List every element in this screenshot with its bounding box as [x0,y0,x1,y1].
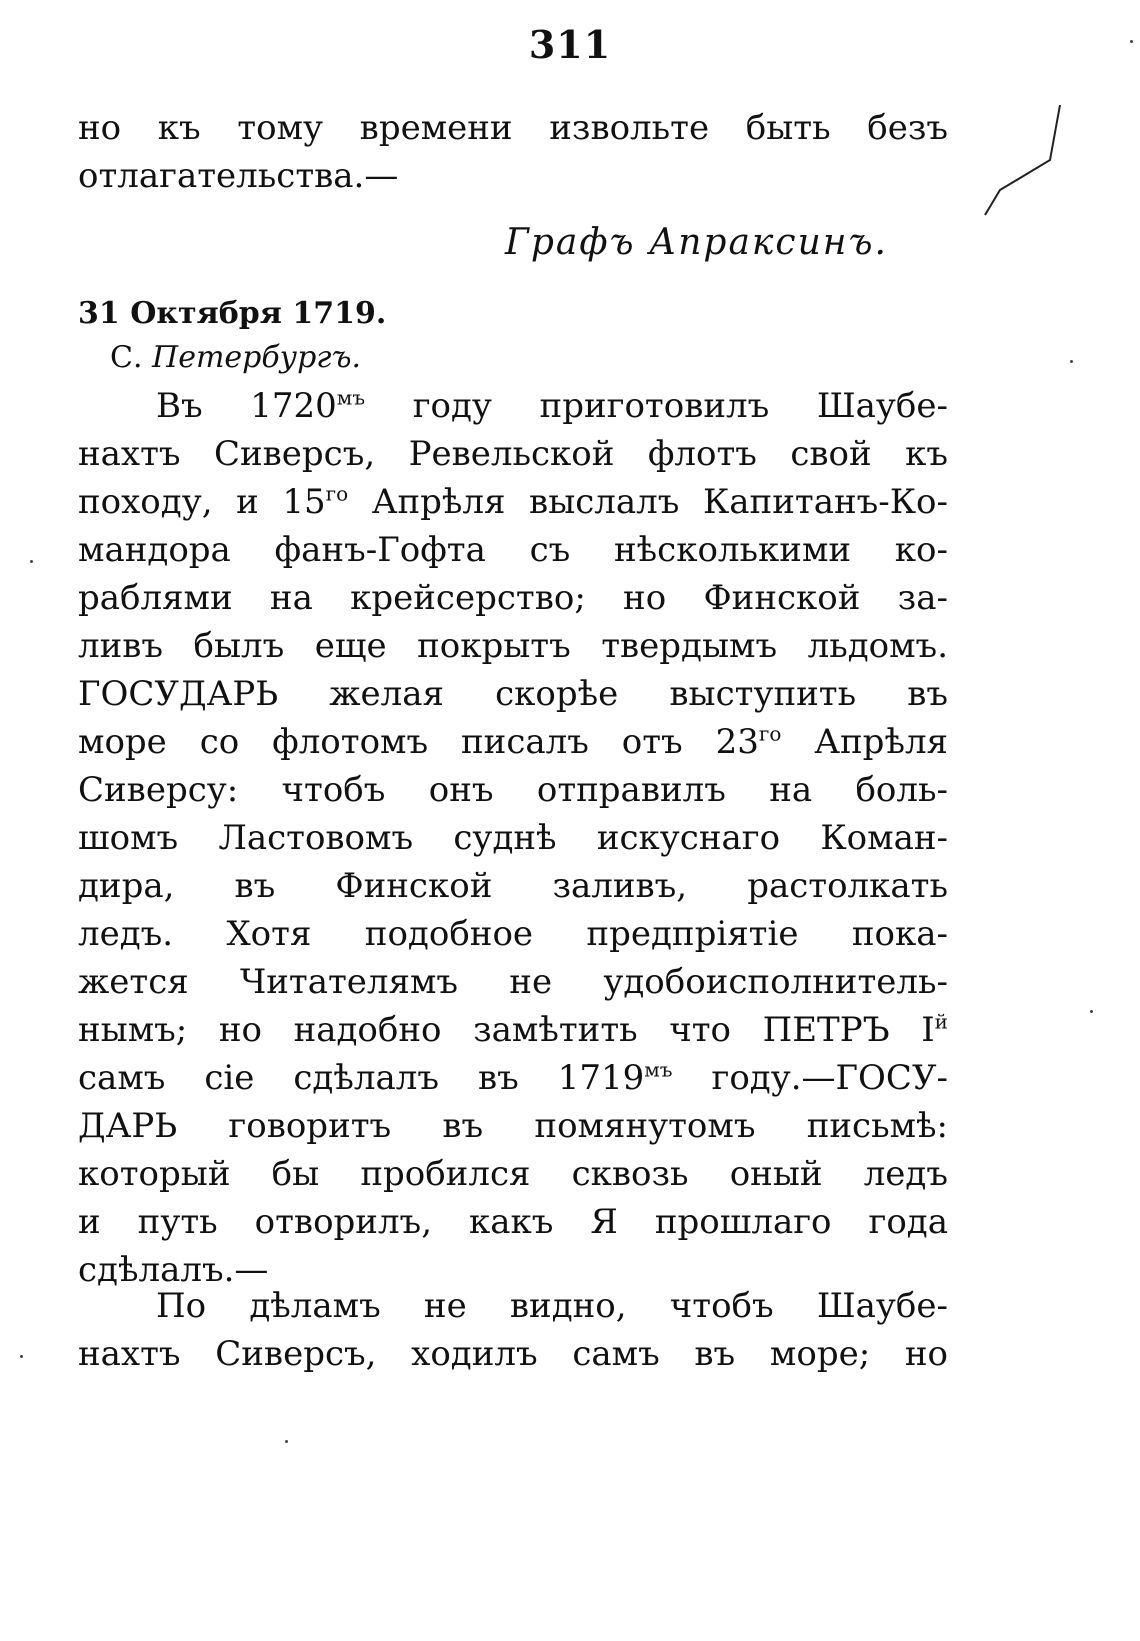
text-line [78,1006,948,1054]
superscript: мъ [644,1057,673,1082]
line-text: Апрѣля [781,722,948,762]
superscript: го [758,721,782,746]
text-line [78,430,948,478]
line-text: году.—ГОСУ- [672,1058,949,1098]
text-line [78,1054,948,1102]
text-line [78,814,948,862]
line-text: мандора фанъ-Гофта съ нѣсколькими ко- [78,530,948,570]
paper-speck [20,1355,23,1358]
text-line: нахтъ Сиверсъ, ходилъ самъ въ море; но [78,1334,948,1374]
line-text: море со флотомъ писалъ отъ 23 [78,722,759,762]
line-text: самъ сіе сдѣлалъ въ 1719 [78,1058,645,1098]
dateline: 31 Октября 1719. [78,296,387,331]
paper-speck [1090,1010,1093,1013]
text-line [78,958,948,1006]
line-text: который бы пробился сквозь оный ледъ [78,1154,948,1194]
line-text: ливъ былъ еще покрытъ твердымъ льдомъ. [78,626,948,666]
text-line [78,1102,948,1150]
line-text: дира, въ Финской заливъ, растолкать [78,866,948,906]
text-line: По дѣламъ не видно, чтобъ Шаубе- [156,1286,948,1326]
line-text: походу, и 15 [78,482,326,522]
superscript: й [934,1009,948,1034]
text-line [78,670,948,718]
text-line [78,574,948,622]
text-line [78,478,948,526]
line-text: Апрѣля выслалъ Капитанъ-Ко- [348,482,949,522]
line-text: ГОСУДАРЬ желая скорѣе выступить въ [78,674,948,714]
superscript: мъ [336,385,366,410]
place-name: Петербургъ. [152,340,361,375]
paper-speck [1070,360,1073,363]
line-text: нахтъ Сиверсъ, Ревельской флотъ свой къ [78,434,948,474]
line-text: ДАРЬ говоритъ въ помянутомъ письмѣ: [78,1106,948,1146]
text-line [78,718,948,766]
page-number: 311 [528,22,612,67]
text-line [78,766,948,814]
line-text: Въ 1720 [156,386,337,426]
margin-pencil-mark [980,100,1070,220]
text-line [78,910,948,958]
paper-speck [30,560,33,563]
text-line [78,1198,948,1246]
placeline [110,340,361,375]
text-line: но къ тому времени извольте быть безъ [78,108,948,148]
line-text: году приготовилъ Шаубе- [365,386,949,426]
opening-text [78,104,948,200]
paper-speck [285,1440,288,1443]
line-text: Сиверсу: чтобъ онъ отправилъ на боль- [78,770,948,810]
text-line [78,382,948,430]
line-text: раблями на крейсерство; но Финской за- [78,578,948,618]
paragraph-1 [78,382,948,1294]
text-line [78,526,948,574]
line-text: сдѣлалъ.— [78,1250,269,1290]
signature: Графъ Апраксинъ. [505,222,888,263]
line-text: ледъ. Хотя подобное предпріятіе пока- [78,914,948,954]
line-text: и путь отворилъ, какъ Я прошлаго года [78,1202,948,1242]
text-line: отлагательства.— [78,156,399,196]
superscript: го [325,481,349,506]
paper-speck [1130,40,1133,43]
text-line [78,622,948,670]
line-text: шомъ Ластовомъ суднѣ искуснаго Коман- [78,818,948,858]
text-line [78,1150,948,1198]
line-text: нымъ; но надобно замѣтить что ПЕТРЪ I [78,1010,935,1050]
place-prefix: С. [110,340,143,375]
paragraph-2 [78,1282,948,1378]
text-line [78,862,948,910]
line-text: жется Читателямъ не удобоисполнитель- [78,962,948,1002]
